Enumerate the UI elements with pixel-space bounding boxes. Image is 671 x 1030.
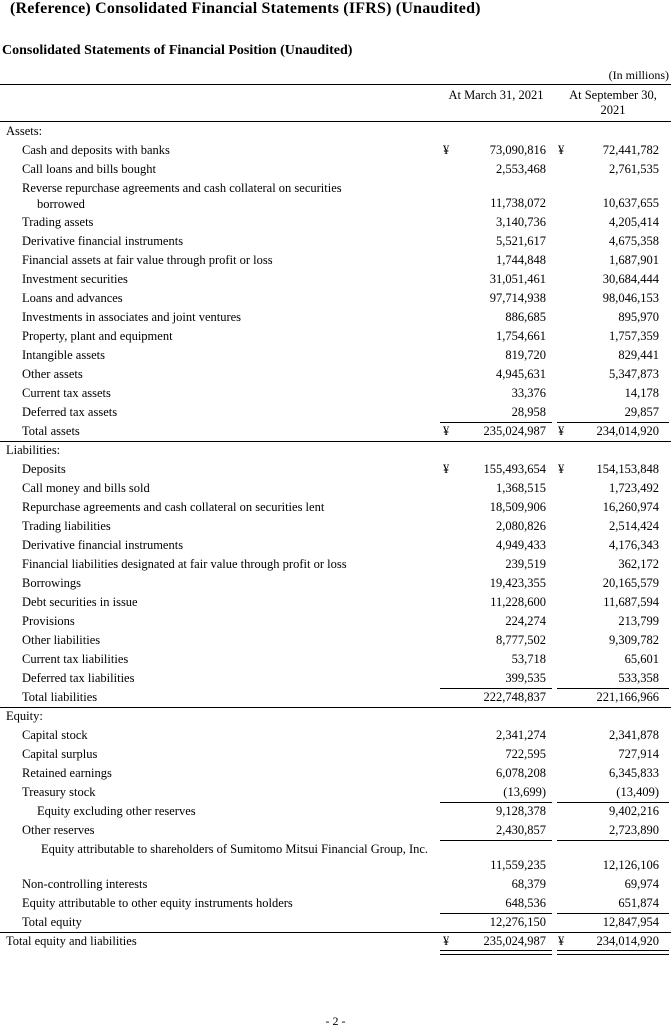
value-march-2021: 31,051,461 — [489, 272, 546, 286]
row-label: Derivative financial instruments — [22, 234, 184, 248]
table-row — [0, 479, 671, 498]
value-september-2021: 2,514,424 — [609, 519, 659, 533]
yen-symbol: ¥ — [443, 934, 450, 948]
subtotal-rule — [440, 913, 552, 914]
yen-symbol: ¥ — [558, 934, 565, 948]
value-march-2021: 6,078,208 — [496, 766, 546, 780]
table-row — [0, 270, 671, 289]
table-row — [0, 726, 671, 745]
value-september-2021: 1,687,901 — [609, 253, 659, 267]
table-row — [0, 612, 671, 631]
row-label: Trading assets — [22, 215, 94, 229]
value-september-2021: 14,178 — [624, 386, 659, 400]
value-september-2021: 5,347,873 — [609, 367, 659, 381]
subtotal-rule — [557, 688, 669, 689]
value-march-2021: 11,228,600 — [490, 595, 546, 609]
value-september-2021: 30,684,444 — [602, 272, 659, 286]
value-march-2021: 3,140,736 — [496, 215, 546, 229]
equity-attributable-row — [0, 840, 671, 875]
value-september-2021: 65,601 — [624, 652, 659, 666]
table-row — [0, 251, 671, 270]
value-march-2021: 97,714,938 — [489, 291, 546, 305]
total-assets-row — [0, 422, 671, 441]
value-september-2021: 12,126,106 — [602, 858, 659, 872]
row-label: Trading liabilities — [22, 519, 111, 533]
page-title: (Reference) Consolidated Financial Statements (IFRS) (Unaudited) — [10, 0, 481, 17]
table-row — [0, 308, 671, 327]
subtotal-rule — [557, 913, 669, 914]
value-march-2021: 19,423,355 — [489, 576, 546, 590]
value-september-2021: 2,761,535 — [609, 162, 659, 176]
balance-sheet-table — [0, 122, 671, 951]
row-label: Provisions — [22, 614, 75, 628]
row-label: Equity attributable to shareholders of Sumitomo Mitsui Financial Group, Inc. — [40, 842, 429, 856]
value-september-2021: 1,757,359 — [609, 329, 659, 343]
section-heading-equity — [0, 707, 671, 726]
value-march-2021: 33,376 — [511, 386, 546, 400]
table-row — [0, 783, 671, 802]
value-march-2021: 4,949,433 — [496, 538, 546, 552]
value-march-2021: 239,519 — [505, 557, 546, 571]
table-row — [0, 289, 671, 308]
table-row — [0, 555, 671, 574]
subtotal-rule — [440, 840, 552, 841]
row-label: Financial assets at fair value through profit or loss — [22, 253, 273, 267]
table-row — [0, 875, 671, 894]
table-row — [0, 213, 671, 232]
value-march-2021: 68,379 — [511, 877, 546, 891]
value-march-2021: 235,024,987 — [483, 424, 546, 438]
value-march-2021: 8,777,502 — [496, 633, 546, 647]
row-label — [22, 180, 342, 212]
table-row — [0, 498, 671, 517]
value-march-2021: 2,553,468 — [496, 162, 546, 176]
value-september-2021: 154,153,848 — [596, 462, 659, 476]
row-label-line-1: Reverse repurchase agreements and cash collateral on securities — [22, 181, 342, 195]
section-title: Consolidated Statements of Financial Position (Unaudited) — [2, 43, 353, 58]
value-september-2021: 10,637,655 — [602, 196, 659, 210]
value-september-2021: 829,441 — [618, 348, 659, 362]
value-september-2021: 16,260,974 — [602, 500, 659, 514]
value-september-2021: 362,172 — [618, 557, 659, 571]
value-september-2021: 2,341,878 — [609, 728, 659, 742]
value-september-2021: 72,441,782 — [602, 143, 659, 157]
unit-note: (In millions) — [608, 68, 669, 82]
value-march-2021: 399,535 — [505, 671, 546, 685]
subtotal-rule — [557, 840, 669, 841]
value-september-2021: 895,970 — [618, 310, 659, 324]
row-label: Borrowings — [22, 576, 82, 590]
value-march-2021: 722,595 — [505, 747, 546, 761]
row-label: Property, plant and equipment — [22, 329, 173, 343]
value-september-2021: 9,309,782 — [609, 633, 659, 647]
total-equity-and-liabilities-row — [0, 932, 671, 951]
value-march-2021: 53,718 — [511, 652, 546, 666]
value-march-2021: 1,744,848 — [496, 253, 546, 267]
value-march-2021: 1,754,661 — [496, 329, 546, 343]
row-label-line-2: borrowed — [37, 197, 85, 211]
value-march-2021: 11,559,235 — [490, 858, 546, 872]
value-march-2021: 28,958 — [511, 405, 546, 419]
value-september-2021: 69,974 — [624, 877, 659, 891]
row-label: Financial liabilities designated at fair value through profit or loss — [22, 557, 347, 571]
table-row — [0, 536, 671, 555]
value-march-2021: (13,699) — [503, 785, 546, 799]
table-row — [0, 669, 671, 688]
row-label: Equity attributable to other equity instruments holders — [22, 896, 293, 910]
table-row — [0, 821, 671, 840]
value-september-2021: 213,799 — [618, 614, 659, 628]
table-row — [0, 384, 671, 403]
table-row — [0, 346, 671, 365]
row-label: Other liabilities — [22, 633, 101, 647]
row-label: Repurchase agreements and cash collateral on securities lent — [22, 500, 325, 514]
row-label: Investments in associates and joint ventures — [22, 310, 242, 324]
value-march-2021: 2,341,274 — [496, 728, 546, 742]
value-september-2021: 20,165,579 — [602, 576, 659, 590]
value-september-2021: 6,345,833 — [609, 766, 659, 780]
value-september-2021: 727,914 — [618, 747, 659, 761]
row-label: Current tax assets — [22, 386, 111, 400]
table-row — [0, 593, 671, 612]
row-label: Intangible assets — [22, 348, 105, 362]
row-label: Other assets — [22, 367, 83, 381]
row-label: Equity: — [6, 709, 43, 723]
table-row — [0, 894, 671, 913]
row-label: Other reserves — [22, 823, 95, 837]
value-march-2021: 73,090,816 — [489, 143, 546, 157]
value-march-2021: 2,080,826 — [496, 519, 546, 533]
row-label: Total equity and liabilities — [6, 934, 137, 948]
row-label: Non-controlling interests — [22, 877, 148, 891]
value-march-2021: 9,128,378 — [496, 804, 546, 818]
yen-symbol: ¥ — [443, 424, 450, 438]
yen-symbol: ¥ — [558, 424, 565, 438]
row-label: Debt securities in issue — [22, 595, 138, 609]
table-row — [0, 460, 671, 479]
yen-symbol: ¥ — [443, 462, 450, 476]
value-september-2021: 4,176,343 — [609, 538, 659, 552]
row-label: Assets: — [6, 124, 43, 138]
value-march-2021: 4,945,631 — [496, 367, 546, 381]
table-row — [0, 160, 671, 179]
row-label: Treasury stock — [22, 785, 96, 799]
value-march-2021: 648,536 — [505, 896, 546, 910]
table-row — [0, 141, 671, 160]
value-september-2021: 9,402,216 — [609, 804, 659, 818]
value-september-2021: 12,847,954 — [602, 915, 659, 929]
value-september-2021: 234,014,920 — [596, 934, 659, 948]
value-march-2021: 12,276,150 — [489, 915, 546, 929]
value-september-2021: 4,205,414 — [609, 215, 659, 229]
column-header-march-2021: At March 31, 2021 — [448, 88, 544, 102]
value-september-2021: 29,857 — [624, 405, 659, 419]
value-september-2021: 651,874 — [618, 896, 659, 910]
value-september-2021: (13,409) — [616, 785, 659, 799]
table-row — [0, 574, 671, 593]
row-label: Loans and advances — [22, 291, 123, 305]
value-march-2021: 222,748,837 — [483, 690, 546, 704]
column-header-september-2021: At September 30, 2021 — [569, 88, 657, 117]
yen-symbol: ¥ — [558, 143, 565, 157]
row-label: Deposits — [22, 462, 66, 476]
value-september-2021: 221,166,966 — [596, 690, 659, 704]
subtotal-rule — [440, 422, 552, 423]
subtotal-rule — [557, 422, 669, 423]
top-rule — [0, 84, 671, 85]
row-label: Deferred tax assets — [22, 405, 118, 419]
table-row — [0, 327, 671, 346]
total-double-rule — [440, 950, 552, 955]
subtotal-rule — [440, 802, 552, 803]
value-march-2021: 1,368,515 — [496, 481, 546, 495]
section-heading-liabilities — [0, 441, 671, 460]
value-september-2021: 4,675,358 — [609, 234, 659, 248]
row-label: Cash and deposits with banks — [22, 143, 170, 157]
value-march-2021: 18,509,906 — [489, 500, 546, 514]
yen-symbol: ¥ — [443, 143, 450, 157]
row-label: Call loans and bills bought — [22, 162, 157, 176]
row-label: Total liabilities — [22, 690, 98, 704]
row-label: Total equity — [22, 915, 82, 929]
table-row — [0, 365, 671, 384]
table-row — [0, 764, 671, 783]
value-september-2021: 98,046,153 — [602, 291, 659, 305]
table-row — [0, 517, 671, 536]
total-double-rule — [557, 950, 669, 955]
value-september-2021: 1,723,492 — [609, 481, 659, 495]
equity-excluding-row — [0, 802, 671, 821]
total-equity-row — [0, 913, 671, 932]
table-row — [0, 232, 671, 251]
row-label: Investment securities — [22, 272, 128, 286]
value-march-2021: 2,430,857 — [496, 823, 546, 837]
row-label: Liabilities: — [6, 443, 61, 457]
value-march-2021: 155,493,654 — [483, 462, 546, 476]
subtotal-rule — [440, 688, 552, 689]
row-label: Capital stock — [22, 728, 88, 742]
row-label: Capital surplus — [22, 747, 98, 761]
value-march-2021: 235,024,987 — [483, 934, 546, 948]
value-march-2021: 819,720 — [505, 348, 546, 362]
row-label: Deferred tax liabilities — [22, 671, 135, 685]
row-label: Current tax liabilities — [22, 652, 129, 666]
subtotal-rule — [557, 802, 669, 803]
row-label: Retained earnings — [22, 766, 112, 780]
row-label: Equity excluding other reserves — [37, 804, 196, 818]
table-row — [0, 179, 671, 213]
row-label: Call money and bills sold — [22, 481, 150, 495]
value-march-2021: 11,738,072 — [490, 196, 546, 210]
table-row — [0, 631, 671, 650]
value-september-2021: 11,687,594 — [603, 595, 659, 609]
page-number: - 2 - — [325, 1014, 346, 1028]
value-september-2021: 234,014,920 — [596, 424, 659, 438]
row-label: Total assets — [22, 424, 80, 438]
value-march-2021: 886,685 — [505, 310, 546, 324]
total-liabilities-row — [0, 688, 671, 707]
value-september-2021: 2,723,890 — [609, 823, 659, 837]
table-row — [0, 745, 671, 764]
table-row — [0, 403, 671, 422]
value-september-2021: 533,358 — [618, 671, 659, 685]
section-heading-assets — [0, 122, 671, 141]
row-label: Derivative financial instruments — [22, 538, 184, 552]
table-row — [0, 650, 671, 669]
yen-symbol: ¥ — [558, 462, 565, 476]
value-march-2021: 224,274 — [505, 614, 546, 628]
value-march-2021: 5,521,617 — [496, 234, 546, 248]
